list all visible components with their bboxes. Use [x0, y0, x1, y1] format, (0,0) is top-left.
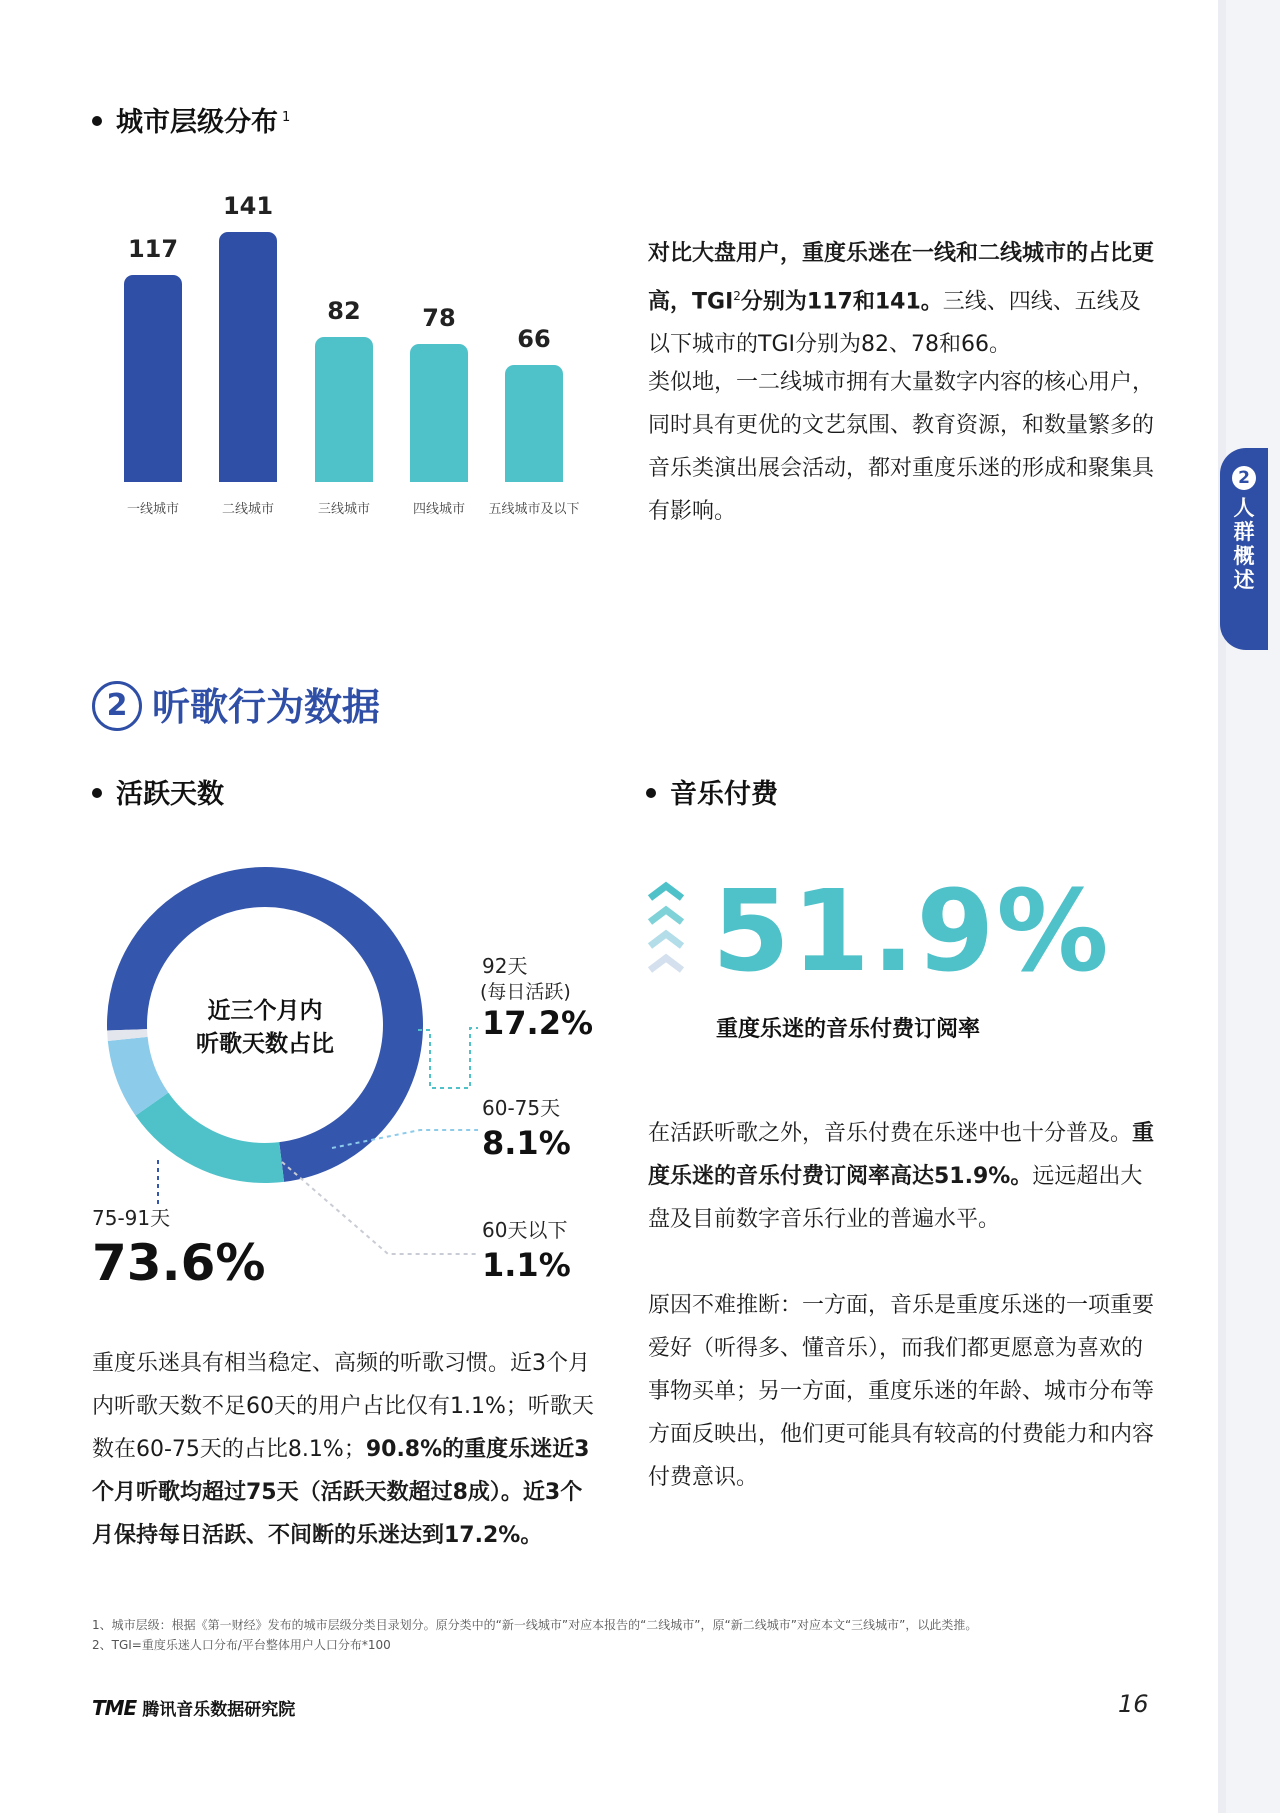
bar-value-label: 141	[222, 192, 274, 220]
payment-rate-value: 51.9%	[712, 867, 1111, 997]
label-under-60-days: 60天以下	[482, 1218, 568, 1242]
bar-value-label: 117	[127, 234, 179, 263]
label-92-days-sub: (每日活跃)	[480, 981, 571, 1003]
bar-category-label: 二线城市	[221, 502, 274, 517]
bar-category-label: 三线城市	[317, 502, 370, 517]
bar-category-label: 一线城市	[126, 502, 179, 517]
donut-center-line-1: 近三个月内	[207, 998, 323, 1024]
city-heading-text: 城市层级分布	[116, 107, 278, 138]
brand-name: 腾讯音乐数据研究院	[142, 1700, 296, 1720]
bar-value-label: 66	[517, 324, 551, 353]
chapter-tab-number: 2	[1232, 466, 1256, 490]
brand-footer	[92, 1695, 295, 1720]
tgi-footnote-ref: 2	[733, 289, 741, 303]
page-number: 16	[1118, 1690, 1149, 1718]
active-para-bold: 90.8%的重度乐迷近3个月听歌均超过75天（活跃天数超过8成）。近3个月保持每日活跃、不间断的乐迷达到17.2%。	[92, 1437, 590, 1548]
city-paragraph-2: 类似地，一二线城市拥有大量数字内容的核心用户，同时具有更优的文艺氛围、教育资源，和数量繁多的音乐类演出展会活动，都对重度乐迷的形成和聚集具有影响。	[648, 370, 1155, 524]
pct-under-60-days: 1.1%	[482, 1246, 571, 1284]
active-para-normal: 重度乐迷具有相当稳定、高频的听歌习惯。近3个月内听歌天数不足60天的用户占比仅有1.1%；听歌天数在60-75天的占比8.1%；	[92, 1351, 594, 1462]
bar-category-label: 四线城市	[412, 502, 465, 517]
tme-logo: TME	[92, 1696, 137, 1720]
payment-para-bold: 重度乐迷的音乐付费订阅率高达51.9%。	[648, 1121, 1155, 1189]
bar-category-label: 五线城市及以下	[488, 502, 580, 517]
payment-paragraph-2: 原因不难推断：一方面，音乐是重度乐迷的一项重要爱好（听得多、懂音乐），而我们都更愿意为喜欢的事物买单；另一方面，重度乐迷的年龄、城市分布等方面反映出，他们更可能具有较高的付费能力和内容付费意识。	[648, 1293, 1155, 1490]
section-title-text: 听歌行为数据	[152, 685, 381, 729]
bar-value-label: 82	[327, 296, 361, 325]
footnote-1: 1、城市层级：根据《第一财经》发布的城市层级分类目录划分。原分类中的“新一线城市”对应本报告的“二线城市”，原“新二线城市”对应本文“三线城市”，以此类推。	[92, 1618, 978, 1632]
donut-center-line-2: 听歌天数占比	[196, 1031, 334, 1057]
chevron-up-stack-icon	[646, 880, 686, 980]
city-para-rest: 三线、四线、五线及以下城市的TGI分别为82、78和66。	[648, 289, 1141, 358]
chapter-tab-label: 人群概述	[1233, 496, 1255, 592]
city-footnote-ref: 1	[282, 110, 291, 125]
donut-center-label	[170, 995, 360, 1061]
city-para-bold-2: 分别为117和141。	[740, 289, 943, 315]
section-number-icon: 2	[92, 681, 142, 731]
payment-paragraph-1	[648, 1112, 1156, 1241]
pct-75-91-days: 73.6%	[92, 1234, 266, 1292]
active-days-heading-text: 活跃天数	[116, 779, 224, 810]
payment-heading-text: 音乐付费	[670, 779, 778, 810]
footnote-2: 2、TGI=重度乐迷人口分布/平台整体用户人口分布*100	[92, 1638, 391, 1652]
label-92-days: 92天	[482, 954, 528, 978]
payment-para-normal: 在活跃听歌之外，音乐付费在乐迷中也十分普及。	[648, 1121, 1133, 1146]
label-60-75-days: 60-75天	[482, 1096, 561, 1120]
pct-60-75-days: 8.1%	[482, 1124, 571, 1162]
bar-value-label: 78	[422, 303, 456, 332]
active-days-paragraph	[92, 1342, 604, 1557]
payment-rate-caption: 重度乐迷的音乐付费订阅率	[716, 1017, 981, 1042]
city-para-bold-1: 对比大盘用户，重度乐迷在一线和二线城市的占比更高，TGI	[648, 241, 1155, 315]
leader-line-92	[418, 1028, 478, 1088]
payment-para-rest: 远远超出大盘及目前数字音乐行业的普遍水平。	[648, 1164, 1143, 1232]
pct-92-days: 17.2%	[482, 1004, 594, 1042]
label-75-91-days: 75-91天	[92, 1206, 171, 1230]
